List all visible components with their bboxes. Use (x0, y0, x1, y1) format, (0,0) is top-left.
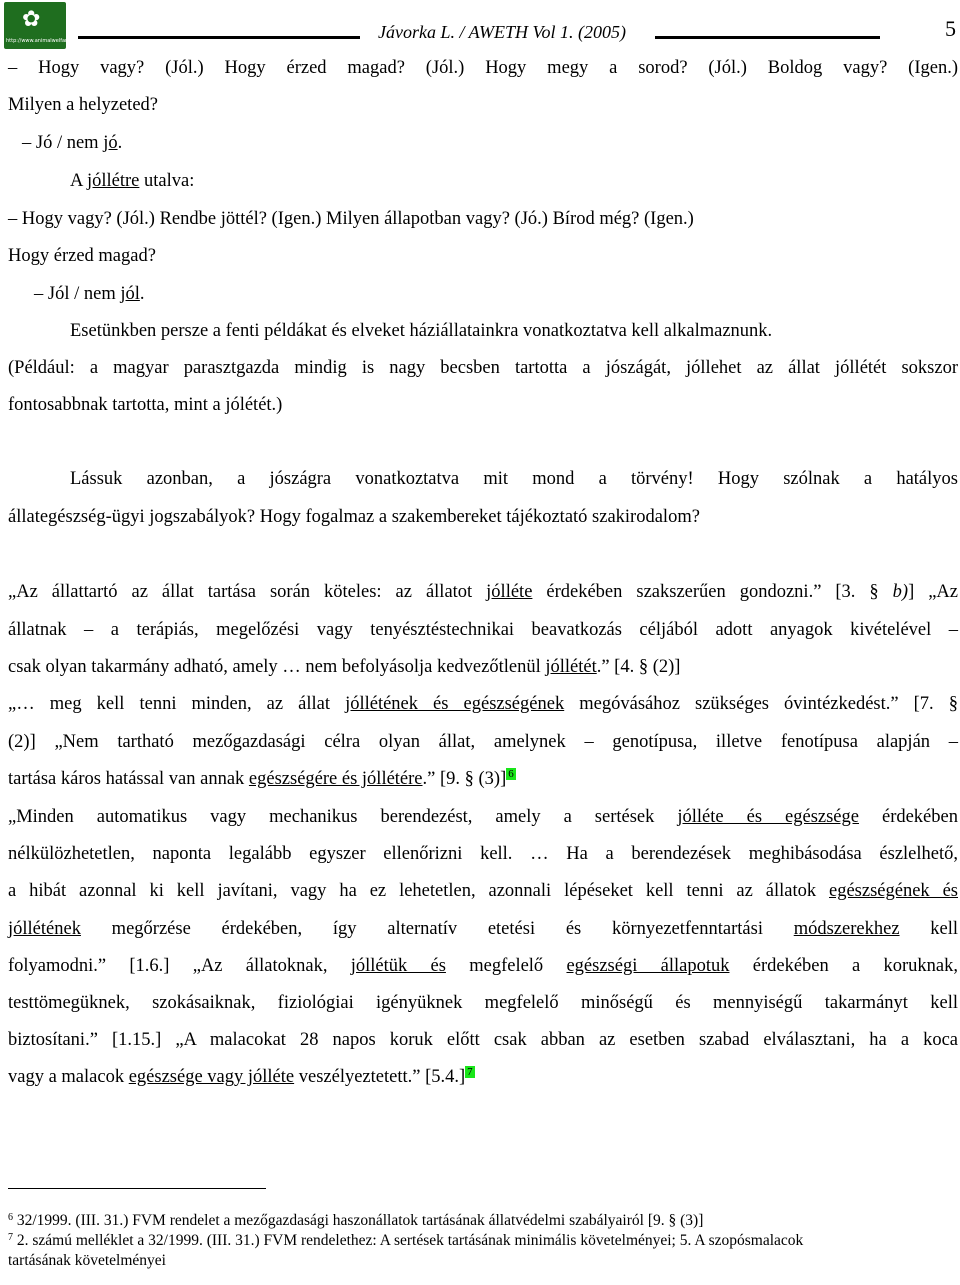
underlined-term: egészségének és (829, 881, 958, 901)
text-run: „Az állattartó az állat tartása során köteles: az állatot (8, 582, 487, 602)
page-header (0, 0, 960, 52)
line-l11 (70, 469, 958, 493)
line-l13 (8, 582, 958, 606)
footnote-ref: 7 (467, 1066, 473, 1078)
italic-text: b) (892, 582, 909, 602)
line-l8 (70, 321, 772, 342)
text-run: (2)] „Nem tartható mezőgazdasági célra olyan állat, amelynek – genotípusa, illetve fenotípusa alapján – (8, 732, 958, 752)
text-run: A (70, 171, 87, 191)
line-l12 (8, 507, 700, 528)
line-l23 (8, 956, 958, 980)
line-l2 (8, 95, 158, 116)
text-run: érdekében szakszerűen gondozni.” [3. § (532, 582, 893, 602)
line-l5 (8, 209, 694, 230)
footnote-separator (8, 1188, 266, 1189)
text-run: vagy a malacok (8, 1067, 129, 1087)
line-l25 (8, 1030, 958, 1054)
underlined-term: jólléte (486, 582, 533, 602)
line-l21 (8, 881, 958, 905)
footnote-ref: 7 (8, 1232, 13, 1243)
footnote-ref: 6 (508, 768, 514, 780)
underlined-term: jóllétük és (350, 956, 446, 976)
text-run: érdekében (858, 807, 958, 827)
text-run: tartása káros hatással van annak (8, 769, 249, 789)
underlined-term: jóllétre (86, 171, 140, 191)
underlined-term: módszerekhez (793, 919, 900, 939)
logo-url: http://www.animalwelfare.hu (6, 38, 78, 44)
text-run: tartásának követelményei (8, 1252, 166, 1269)
footnote-ref: 6 (8, 1212, 13, 1223)
text-run: Esetünkben persze a fenti példákat és elveket háziállatainkra vonatkoztatva kell alkalmaznunk. (70, 321, 773, 341)
text-run: ] „Az (908, 582, 958, 602)
text-run: megfelelő (445, 956, 567, 976)
line-l22 (8, 919, 958, 943)
paw-icon: ✿ (22, 6, 41, 31)
line-l26 (8, 1067, 475, 1088)
underlined-term: jólléte és egészsége (677, 807, 859, 827)
text-run: . (139, 284, 145, 304)
underlined-term: jó (103, 133, 118, 153)
line-l6 (8, 246, 156, 267)
text-run: . (117, 133, 123, 153)
text-run: veszélyeztetett.” [5.4.] (294, 1067, 466, 1087)
header-rule-left (78, 36, 360, 39)
underlined-term: egészségi állapotuk (566, 956, 730, 976)
text-run: – Jó / nem (22, 133, 104, 153)
text-run: „… meg kell tenni minden, az állat (8, 694, 346, 714)
line-l3 (22, 133, 122, 154)
text-run: állategészség-ügyi jogszabályok? Hogy fogalmaz a szakembereket tájékoztató szakirodalom? (8, 507, 700, 527)
header-rule-right (655, 36, 880, 39)
text-run: fontosabbnak tartotta, mint a jólétét.) (8, 395, 283, 415)
text-run: utalva: (139, 171, 195, 191)
text-run: (Például: a magyar parasztgazda mindig is nagy becsben tartotta a jószágát, jóllehet az állat jóllétét sokszor (8, 358, 958, 378)
text-run: .” [4. § (2)] (596, 657, 681, 677)
text-run: folyamodni.” [1.6.] „Az állatoknak, (8, 956, 351, 976)
text-run: állatnak – a terápiás, megelőzési vagy tenyésztéstechnikai beavatkozás céljából adott anyagok kivételével – (8, 620, 958, 640)
line-l18 (8, 769, 516, 790)
text-run: 2. számú melléklet a 32/1999. (III. 31.) FVM rendelethez: A sertések tartásának minimális követelményei; 5. A szopósmalacok (13, 1232, 804, 1249)
line-l16 (8, 694, 958, 718)
line-l17 (8, 732, 958, 756)
running-head: Jávorka L. / AWETH Vol 1. (2005) (378, 22, 626, 42)
footnote-7-cont (8, 1252, 166, 1270)
text-run: a hibát azonnal ki kell javítani, vagy ha ez lehetetlen, azonnali lépéseket kell tenni az állatok (8, 881, 829, 901)
page-number: 5 (945, 16, 956, 41)
text-run: .” [9. § (3)] (422, 769, 507, 789)
line-l1 (8, 58, 958, 82)
footnote-7 (8, 1232, 803, 1250)
text-run: Hogy érzed magad? (8, 246, 156, 266)
journal-logo (4, 2, 78, 49)
text-run: kell (899, 919, 959, 939)
underlined-term: jól (120, 284, 140, 304)
line-l7 (34, 284, 145, 305)
text-run: 32/1999. (III. 31.) FVM rendelet a mezőgazdasági haszonállatok tartásának állatvédelmi szabályairól [9. § (3)] (13, 1212, 704, 1229)
underlined-term: jóllétét (545, 657, 597, 677)
line-l10 (8, 395, 282, 416)
underlined-term: egészségére és jóllétére (248, 769, 423, 789)
text-run: megóvásához szükséges óvintézkedést.” [7. § (564, 694, 958, 714)
text-run: „Minden automatikus vagy mechanikus berendezést, amely a sertések (8, 807, 678, 827)
text-run: – Jól / nem (34, 284, 121, 304)
line-l14 (8, 620, 958, 644)
footnote-6 (8, 1212, 703, 1230)
text-run: csak olyan takarmány adható, amely … nem befolyásolja kedvezőtlenül (8, 657, 546, 677)
text-run: testtömegüknek, szokásaiknak, fiziológiai igényüknek megfelelő minőségű és mennyiségű takarmányt kell (8, 993, 958, 1013)
line-l24 (8, 993, 958, 1017)
text-run: nélkülözhetetlen, naponta legalább egyszer ellenőrizni kell. … Ha a berendezések meghibásodása észlelhető, (8, 844, 958, 864)
underlined-term: egészsége vagy jólléte (128, 1067, 295, 1087)
line-l19 (8, 807, 958, 831)
text-run: érdekében a koruknak, (729, 956, 958, 976)
line-l9 (8, 358, 958, 382)
text-run: biztosítani.” [1.15.] „A malacokat 28 napos koruk előtt csak abban az esetben szabad elválasztani, ha a koca (8, 1030, 958, 1050)
text-run: Lássuk azonban, a jószágra vonatkoztatva mit mond a törvény! Hogy szólnak a hatályos (70, 469, 958, 489)
text-run: Milyen a helyzeted? (8, 95, 158, 115)
underlined-term: jóllétének és egészségének (345, 694, 565, 714)
text-run: megőrzése érdekében, így alternatív etetési és környezetfenntartási (80, 919, 794, 939)
text-run: – Hogy vagy? (Jól.) Rendbe jöttél? (Igen.) Milyen állapotban vagy? (Jó.) Bírod még? (Igen.) (8, 209, 694, 229)
line-l4 (70, 171, 194, 192)
text-run: – Hogy vagy? (Jól.) Hogy érzed magad? (Jól.) Hogy megy a sorod? (Jól.) Boldog vagy? (Igen.) (8, 58, 958, 78)
line-l20 (8, 844, 958, 868)
underlined-term: jóllétének (8, 919, 81, 939)
line-l15 (8, 657, 680, 678)
